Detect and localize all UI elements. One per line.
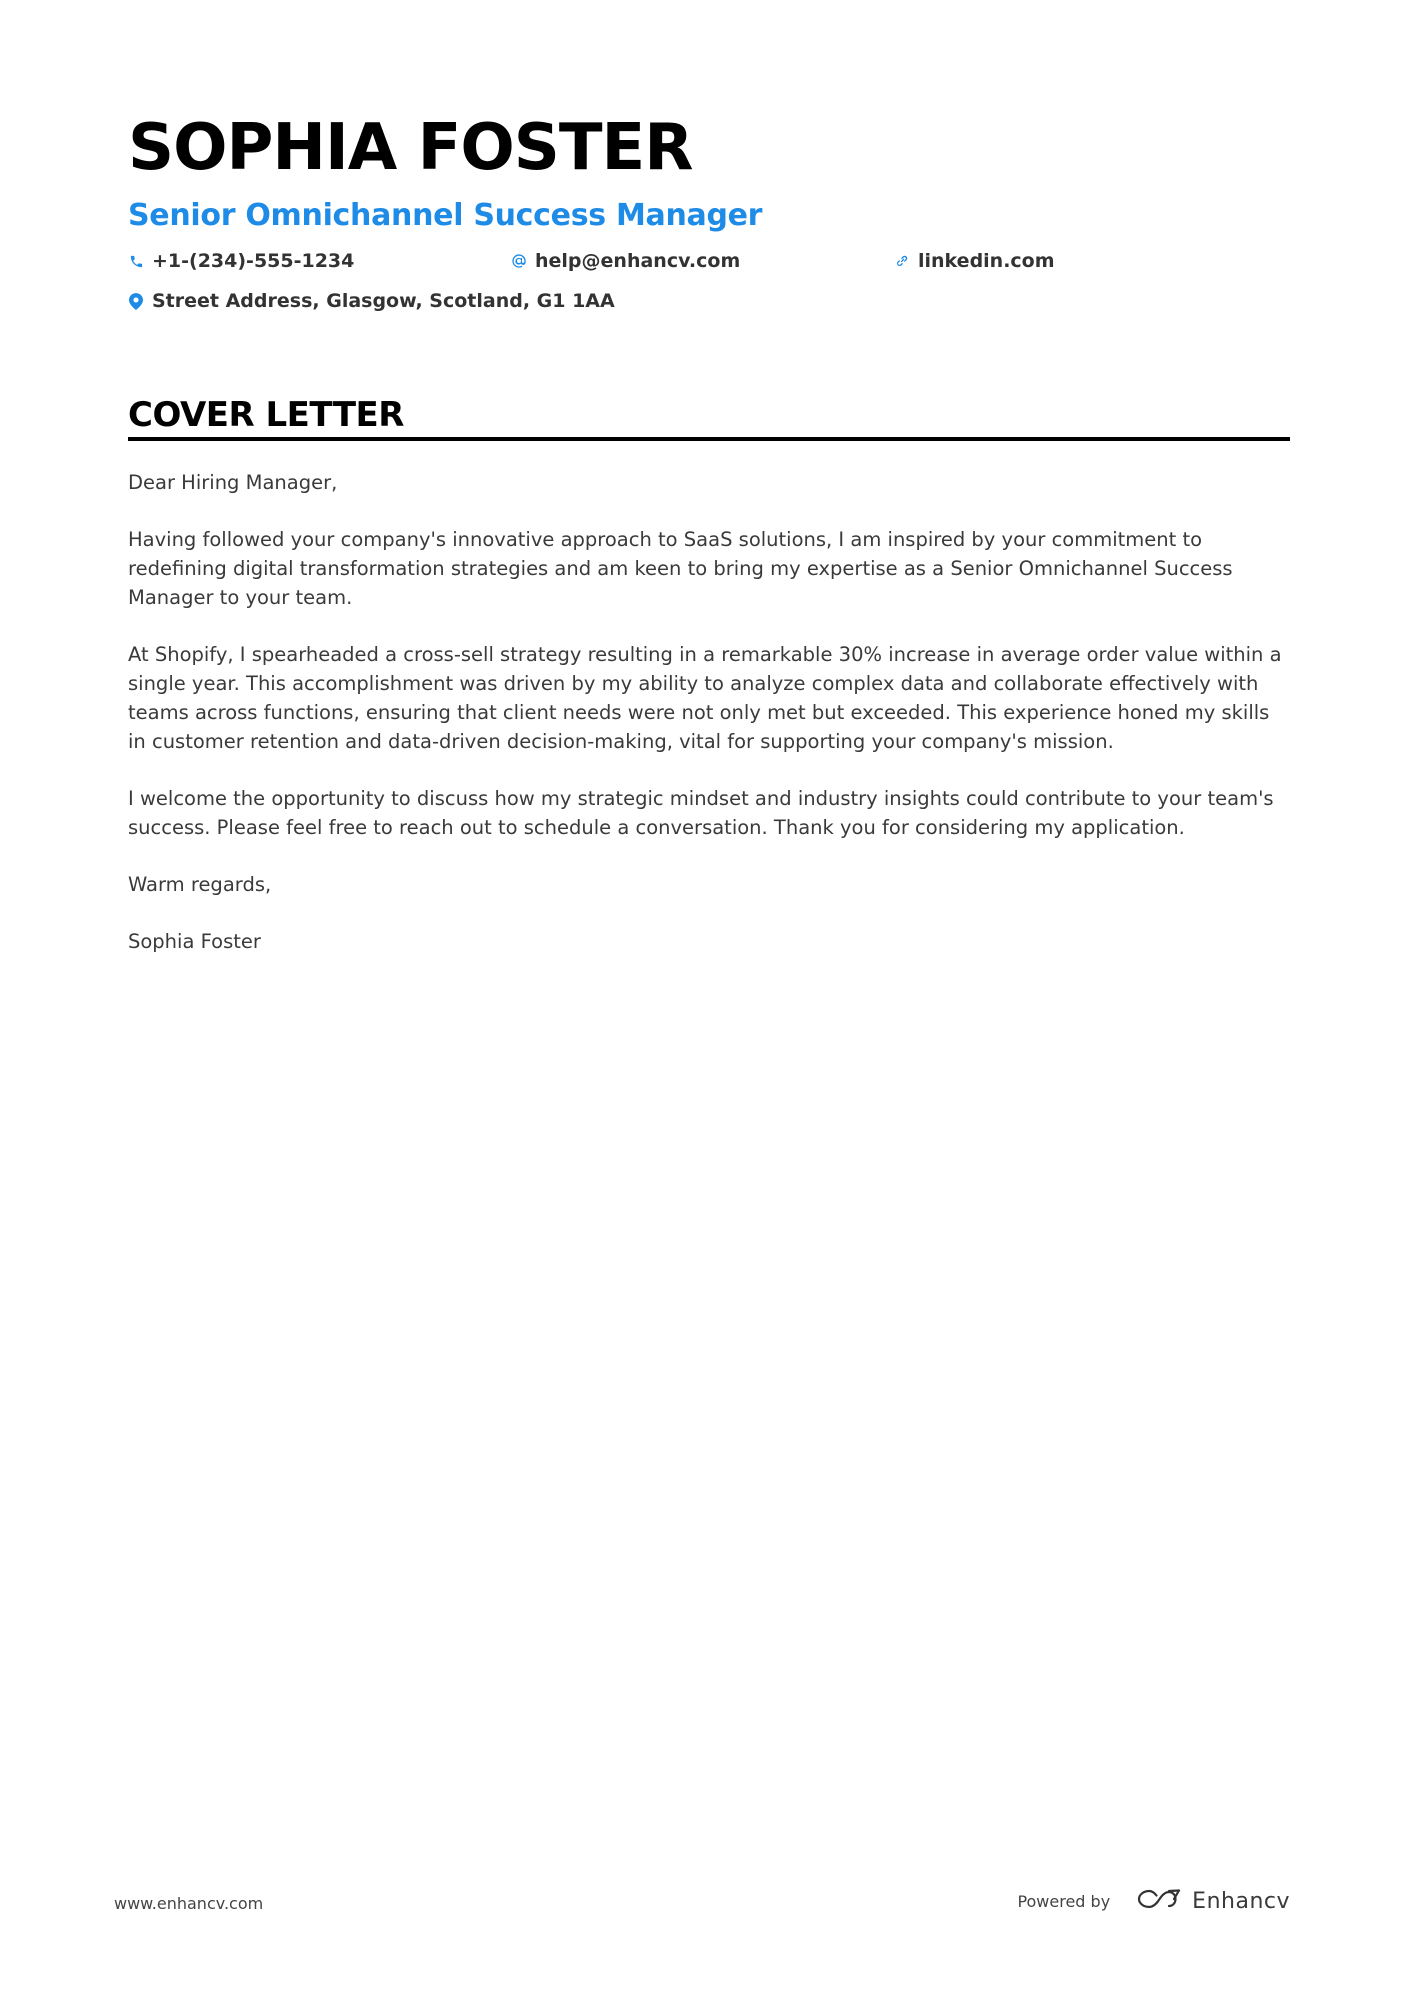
letter-greeting: Dear Hiring Manager, (128, 471, 338, 494)
contact-address (128, 288, 615, 314)
contact-list (128, 248, 1290, 328)
contact-phone-text: +1-(234)-555-1234 (152, 250, 355, 272)
letter-body (128, 468, 1293, 984)
contact-phone (128, 248, 354, 274)
candidate-role: Senior Omnichannel Success Manager (128, 198, 763, 233)
letter-paragraph: I welcome the opportunity to discuss how my strategic mindset and industry insights could contribute to your team's success. Please feel free to reach out to schedule a conversation. Thank you for considering my application. (128, 787, 1274, 839)
at-icon (511, 253, 527, 269)
location-pin-icon (128, 293, 144, 309)
enhancv-logo-icon (1136, 1887, 1192, 1915)
contact-linkedin[interactable] (894, 248, 1055, 274)
phone-icon (128, 253, 144, 269)
powered-by-label: Powered by (1017, 1891, 1111, 1911)
contact-linkedin-text: linkedin.com (918, 250, 1055, 272)
section-title: COVER LETTER (128, 395, 404, 435)
letter-signature: Sophia Foster (128, 930, 261, 953)
contact-email[interactable] (511, 248, 740, 274)
letter-paragraph: Having followed your company's innovative approach to SaaS solutions, I am inspired by your commitment to redefining digital transformation strategies and am keen to bring my expertise as a Senior Omnichannel Success Manager to your team. (128, 528, 1233, 609)
letter-paragraph: At Shopify, I spearheaded a cross-sell strategy resulting in a remarkable 30% increase in average order value within a single year. This accomplishment was driven by my ability to analyze complex data and collaborate effectively with teams across functions, ensuring that client needs were not only met but exceeded. This experience honed my skills in customer retention and data-driven decision-making, vital for supporting your company's mission. (128, 643, 1282, 753)
link-icon (894, 253, 910, 269)
section-divider (128, 437, 1290, 441)
contact-address-text: Street Address, Glasgow, Scotland, G1 1AA (152, 290, 615, 312)
brand-name: Enhancv (1192, 1888, 1290, 1914)
candidate-name: SOPHIA FOSTER (128, 111, 693, 185)
contact-email-text: help@enhancv.com (535, 250, 741, 272)
letter-closing: Warm regards, (128, 873, 272, 896)
footer-branding (1017, 1887, 1290, 1915)
header (128, 110, 1290, 328)
footer-website[interactable]: www.enhancv.com (114, 1894, 264, 1913)
